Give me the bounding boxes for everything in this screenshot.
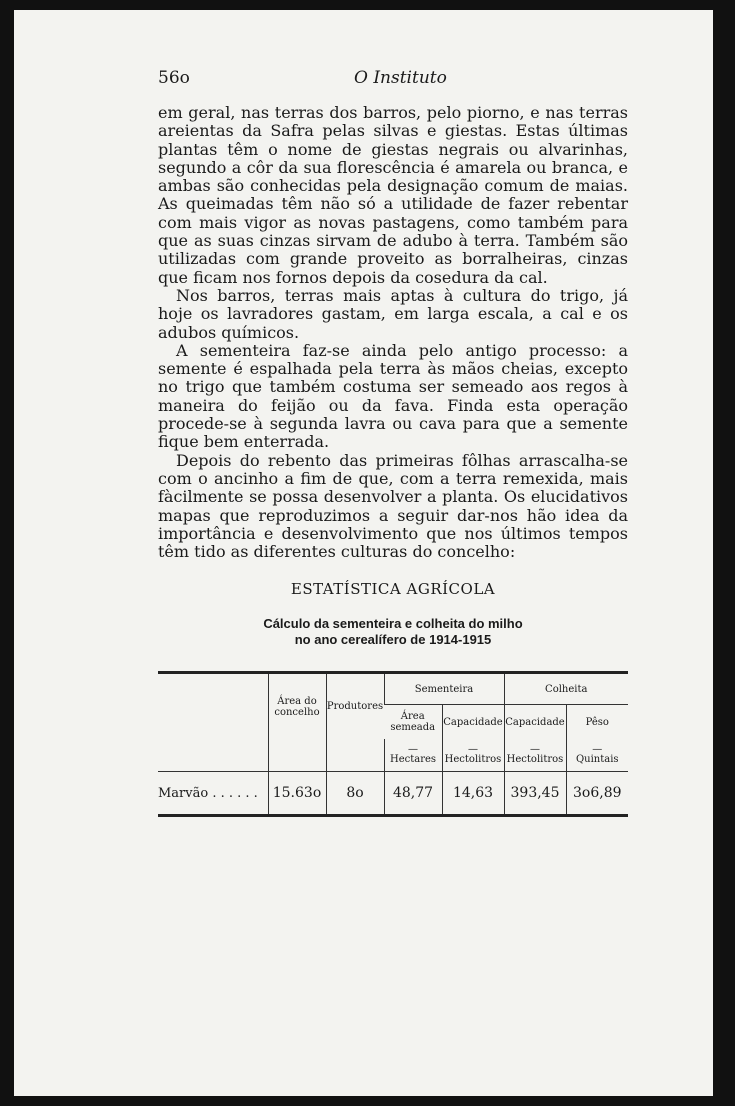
row-label-marvao: Marvão . . . . . . bbox=[158, 772, 268, 816]
unit-hectolitros-colheita bbox=[504, 739, 566, 772]
unit-empty bbox=[326, 739, 384, 772]
scan-border-top bbox=[0, 0, 735, 10]
header-capacidade-colheita: Capacidade bbox=[504, 705, 566, 740]
header-produtores: Produtores bbox=[326, 673, 384, 740]
header-area-concelho: Área do concelho bbox=[268, 673, 326, 740]
unit-hectares bbox=[384, 739, 442, 772]
table-caption-line: Cálculo da sementeira e colheita do milho bbox=[263, 616, 523, 631]
scan-border-right bbox=[713, 0, 735, 1106]
cell-capacidade-colheita: 393,45 bbox=[504, 772, 566, 816]
unit-label: Quintais bbox=[575, 753, 619, 765]
section-title: ESTATÍSTICA AGRÍCOLA bbox=[290, 580, 496, 598]
unit-dash: — bbox=[592, 743, 603, 755]
cell-peso: 3o6,89 bbox=[566, 772, 628, 816]
header-group-sementeira: Sementeira bbox=[384, 673, 504, 705]
table-row bbox=[158, 772, 628, 816]
table-header-empty bbox=[158, 673, 268, 740]
unit-label: Hectolitros bbox=[506, 753, 564, 765]
unit-label: Hectolitros bbox=[444, 753, 502, 765]
page-number: 56o bbox=[158, 68, 190, 88]
scan-border-bottom bbox=[0, 1096, 735, 1106]
statistics-table bbox=[158, 671, 628, 817]
cell-capacidade-sementeira: 14,63 bbox=[442, 772, 504, 816]
unit-dash: — bbox=[530, 743, 540, 755]
scan-border-left bbox=[0, 0, 14, 1106]
header-capacidade-sementeira: Capacidade bbox=[442, 705, 504, 740]
unit-empty bbox=[158, 739, 268, 772]
table-caption-line: no ano cerealífero de 1914-1915 bbox=[294, 632, 492, 647]
cell-area-semeada: 48,77 bbox=[384, 772, 442, 816]
cell-area-concelho: 15.63o bbox=[268, 772, 326, 816]
unit-dash: — bbox=[408, 743, 418, 755]
paragraph: Depois do rebento das primeiras fôlhas arrascalha-se com o ancinho a fim de que, com a terra remexida, mais fàcilmente se possa desenvolver a planta. Os elucidativos mapas que reproduzimos a seguir dar-nos hão idea da importância e desenvolvimento que nos últimos tempos têm tido as diferentes culturas do concelho: bbox=[158, 450, 628, 562]
header-peso: Pêso bbox=[566, 705, 628, 740]
paragraph: Nos barros, terras mais aptas à cultura do trigo, já hoje os lavradores gastam, em larga escala, a cal e os adubos químicos. bbox=[158, 285, 628, 342]
unit-dash: — bbox=[468, 743, 478, 755]
journal-title: O Instituto bbox=[354, 68, 447, 88]
unit-label: Hectares bbox=[389, 753, 437, 765]
table-caption bbox=[158, 616, 628, 648]
body-text bbox=[158, 104, 628, 561]
header-area-semeada: Área semeada bbox=[390, 711, 436, 733]
paragraph: em geral, nas terras dos barros, pelo piorno, e nas terras areientas da Safra pelas silvas e giestas. Estas últimas plantas têm o nome de giestas negrais ou alvarinhas, segundo a côr da sua florescência é amarela ou branca, e ambas são conhecidas pela designação comum de maias. As queimadas têm não só a utilidade de fazer rebentar com mais vigor as novas pastagens, como também para que as suas cinzas sirvam de adubo à terra. Também são utilizadas com grande proveito as borralheiras, cinzas que ficam nos fornos depois da cosedura da cal. bbox=[158, 103, 628, 287]
unit-quintais bbox=[566, 739, 628, 772]
unit-empty bbox=[268, 739, 326, 772]
unit-hectolitros-sementeira bbox=[442, 739, 504, 772]
cell-produtores: 8o bbox=[326, 772, 384, 816]
running-head bbox=[158, 68, 628, 90]
header-group-colheita: Colheita bbox=[504, 673, 628, 705]
paragraph: A sementeira faz-se ainda pelo antigo processo: a semente é espalhada pela terra às mãos cheias, excepto no trigo que também costuma ser semeado aos regos à maneira do feijão ou da fava. Finda esta operação procede-se à segunda lavra ou cava para que a semente fique bem enterrada. bbox=[158, 340, 628, 452]
